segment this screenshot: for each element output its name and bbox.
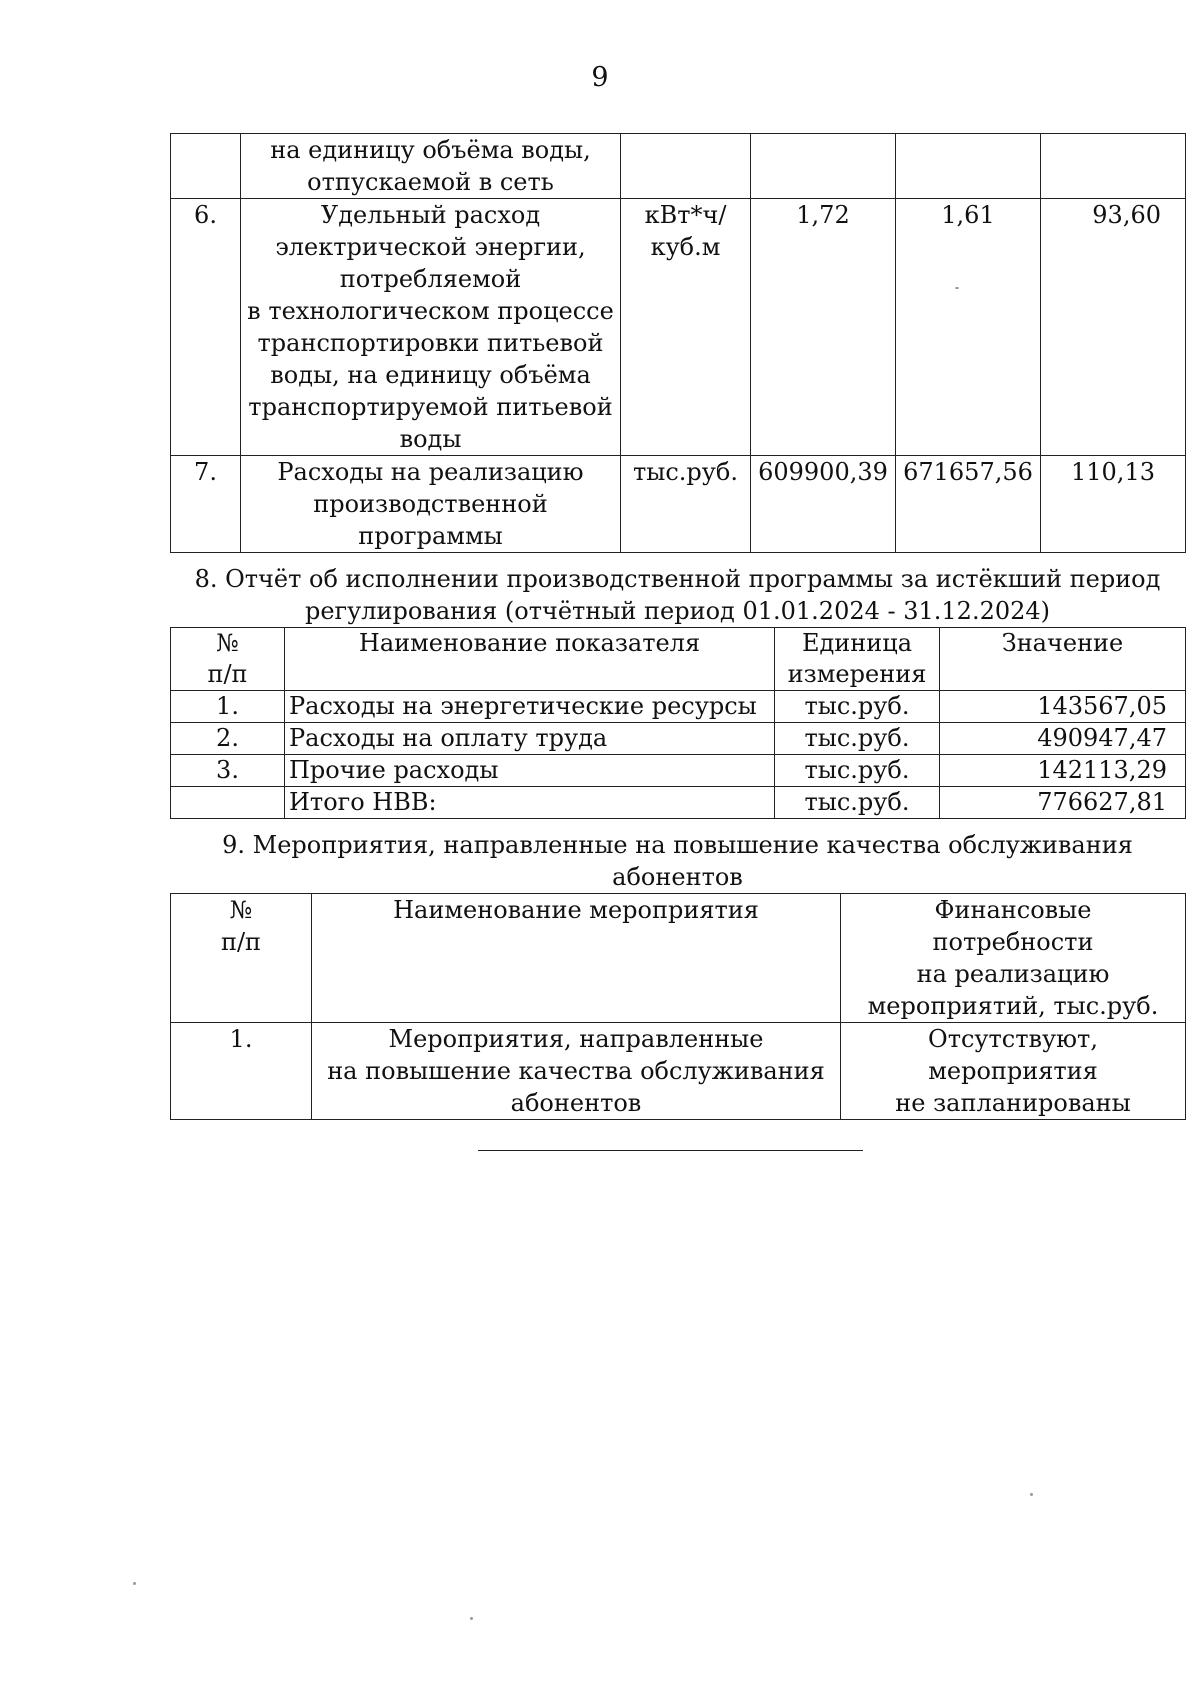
row-value: 142113,29 (940, 755, 1186, 787)
value-1 (751, 134, 896, 199)
row-name-line: на повышение качества обслуживания (327, 1057, 825, 1085)
header-line: п/п (207, 660, 248, 688)
table-row (171, 199, 1186, 456)
scan-speck (955, 287, 959, 289)
row-value: 490947,47 (940, 723, 1186, 755)
header-line: Единица (801, 629, 913, 657)
indicator-name-line: Расходы на реализацию (277, 458, 584, 486)
row-value: 143567,05 (940, 691, 1186, 723)
value-2: 1,61 (896, 199, 1041, 456)
heading-line: 8. Отчёт об исполнении производственной программы за истёкший период (194, 565, 1161, 593)
value-1: 1,72 (751, 199, 896, 456)
row-finance (841, 1023, 1186, 1120)
header-unit (775, 628, 940, 691)
value-2 (896, 134, 1041, 199)
section-9-table (170, 893, 1186, 1120)
header-line: измерения (787, 660, 927, 688)
table-row (171, 456, 1186, 553)
value-3: 110,13 (1041, 456, 1186, 553)
unit-cell (621, 456, 751, 553)
row-number (171, 787, 285, 819)
indicator-name-line: на единицу объёма воды, (270, 136, 591, 164)
row-name: Итого НВВ: (285, 787, 775, 819)
indicator-name-line: воды (399, 425, 462, 453)
table-header-row (171, 628, 1186, 691)
value-3 (1041, 134, 1186, 199)
heading-line: абонентов (612, 863, 743, 891)
indicator-name-line: потребляемой (339, 265, 522, 293)
row-number: 7. (171, 456, 241, 553)
row-value: 776627,81 (940, 787, 1186, 819)
indicator-name-line: программы (358, 522, 503, 550)
unit-cell (621, 134, 751, 199)
header-line: на реализацию (916, 960, 1110, 988)
heading-line: 9. Мероприятия, направленные на повышение качества обслуживания (222, 831, 1133, 859)
header-value: Значение (940, 628, 1186, 691)
indicator-name (241, 456, 621, 553)
table-header-row (171, 894, 1186, 1023)
header-line: № (229, 896, 253, 924)
table-row (171, 691, 1186, 723)
table-row (171, 134, 1186, 199)
indicator-name-line: отпускаемой в сеть (307, 168, 554, 196)
indicator-name-line: воды, на единицу объёма (270, 361, 591, 389)
indicator-name-line: производственной (313, 490, 548, 518)
header-line: мероприятий, тыс.руб. (867, 992, 1159, 1020)
row-number: 1. (171, 691, 285, 723)
unit-line: куб.м (650, 233, 721, 261)
unit-line: тыс.руб. (632, 458, 738, 486)
table-row (171, 755, 1186, 787)
value-2: 671657,56 (896, 456, 1041, 553)
unit-line: кВт*ч/ (644, 201, 727, 229)
row-name-line: абонентов (510, 1089, 642, 1117)
end-rule (478, 1150, 863, 1151)
header-name: Наименование показателя (285, 628, 775, 691)
header-finance (841, 894, 1186, 1023)
header-line: Финансовые (934, 896, 1092, 924)
indicator-name-line: транспортируемой питьевой (248, 393, 613, 421)
header-number (171, 894, 312, 1023)
indicators-table-continued (170, 133, 1186, 553)
row-number: 6. (171, 199, 241, 456)
row-name: Прочие расходы (285, 755, 775, 787)
indicator-name (241, 134, 621, 199)
indicator-name-line: Удельный расход (320, 201, 541, 229)
row-name-line: Мероприятия, направленные (388, 1025, 764, 1053)
header-line: № (216, 629, 239, 657)
row-name: Расходы на энергетические ресурсы (285, 691, 775, 723)
row-unit: тыс.руб. (775, 723, 940, 755)
indicator-name (241, 199, 621, 456)
page-number: 9 (591, 62, 609, 93)
table-total-row (171, 787, 1186, 819)
header-name: Наименование мероприятия (312, 894, 841, 1023)
row-unit: тыс.руб. (775, 787, 940, 819)
row-number: 1. (171, 1023, 312, 1120)
indicator-name-line: электрической энергии, (275, 233, 586, 261)
heading-line: регулирования (отчётный период 01.01.2024 - 31.12.2024) (304, 597, 1051, 625)
row-number: 2. (171, 723, 285, 755)
value-3: 93,60 (1041, 199, 1186, 456)
value-1: 609900,39 (751, 456, 896, 553)
scan-speck (470, 1617, 473, 1620)
section-9-heading (170, 829, 1185, 893)
row-number: 3. (171, 755, 285, 787)
row-name (312, 1023, 841, 1120)
scan-speck (133, 1582, 136, 1585)
unit-cell (621, 199, 751, 456)
row-unit: тыс.руб. (775, 755, 940, 787)
row-finance-line: Отсутствуют, (928, 1025, 1098, 1053)
section-8-heading (170, 563, 1185, 627)
scan-speck (1030, 1493, 1033, 1496)
header-line: потребности (932, 928, 1094, 956)
indicator-name-line: в технологическом процессе (247, 297, 614, 325)
header-line: п/п (220, 928, 262, 956)
table-row (171, 1023, 1186, 1120)
row-name: Расходы на оплату труда (285, 723, 775, 755)
header-number (171, 628, 285, 691)
table-row (171, 723, 1186, 755)
indicator-name-line: транспортировки питьевой (257, 329, 604, 357)
row-finance-line: не запланированы (895, 1089, 1131, 1117)
row-unit: тыс.руб. (775, 691, 940, 723)
section-8-table (170, 627, 1186, 819)
row-number (171, 134, 241, 199)
row-finance-line: мероприятия (928, 1057, 1098, 1085)
